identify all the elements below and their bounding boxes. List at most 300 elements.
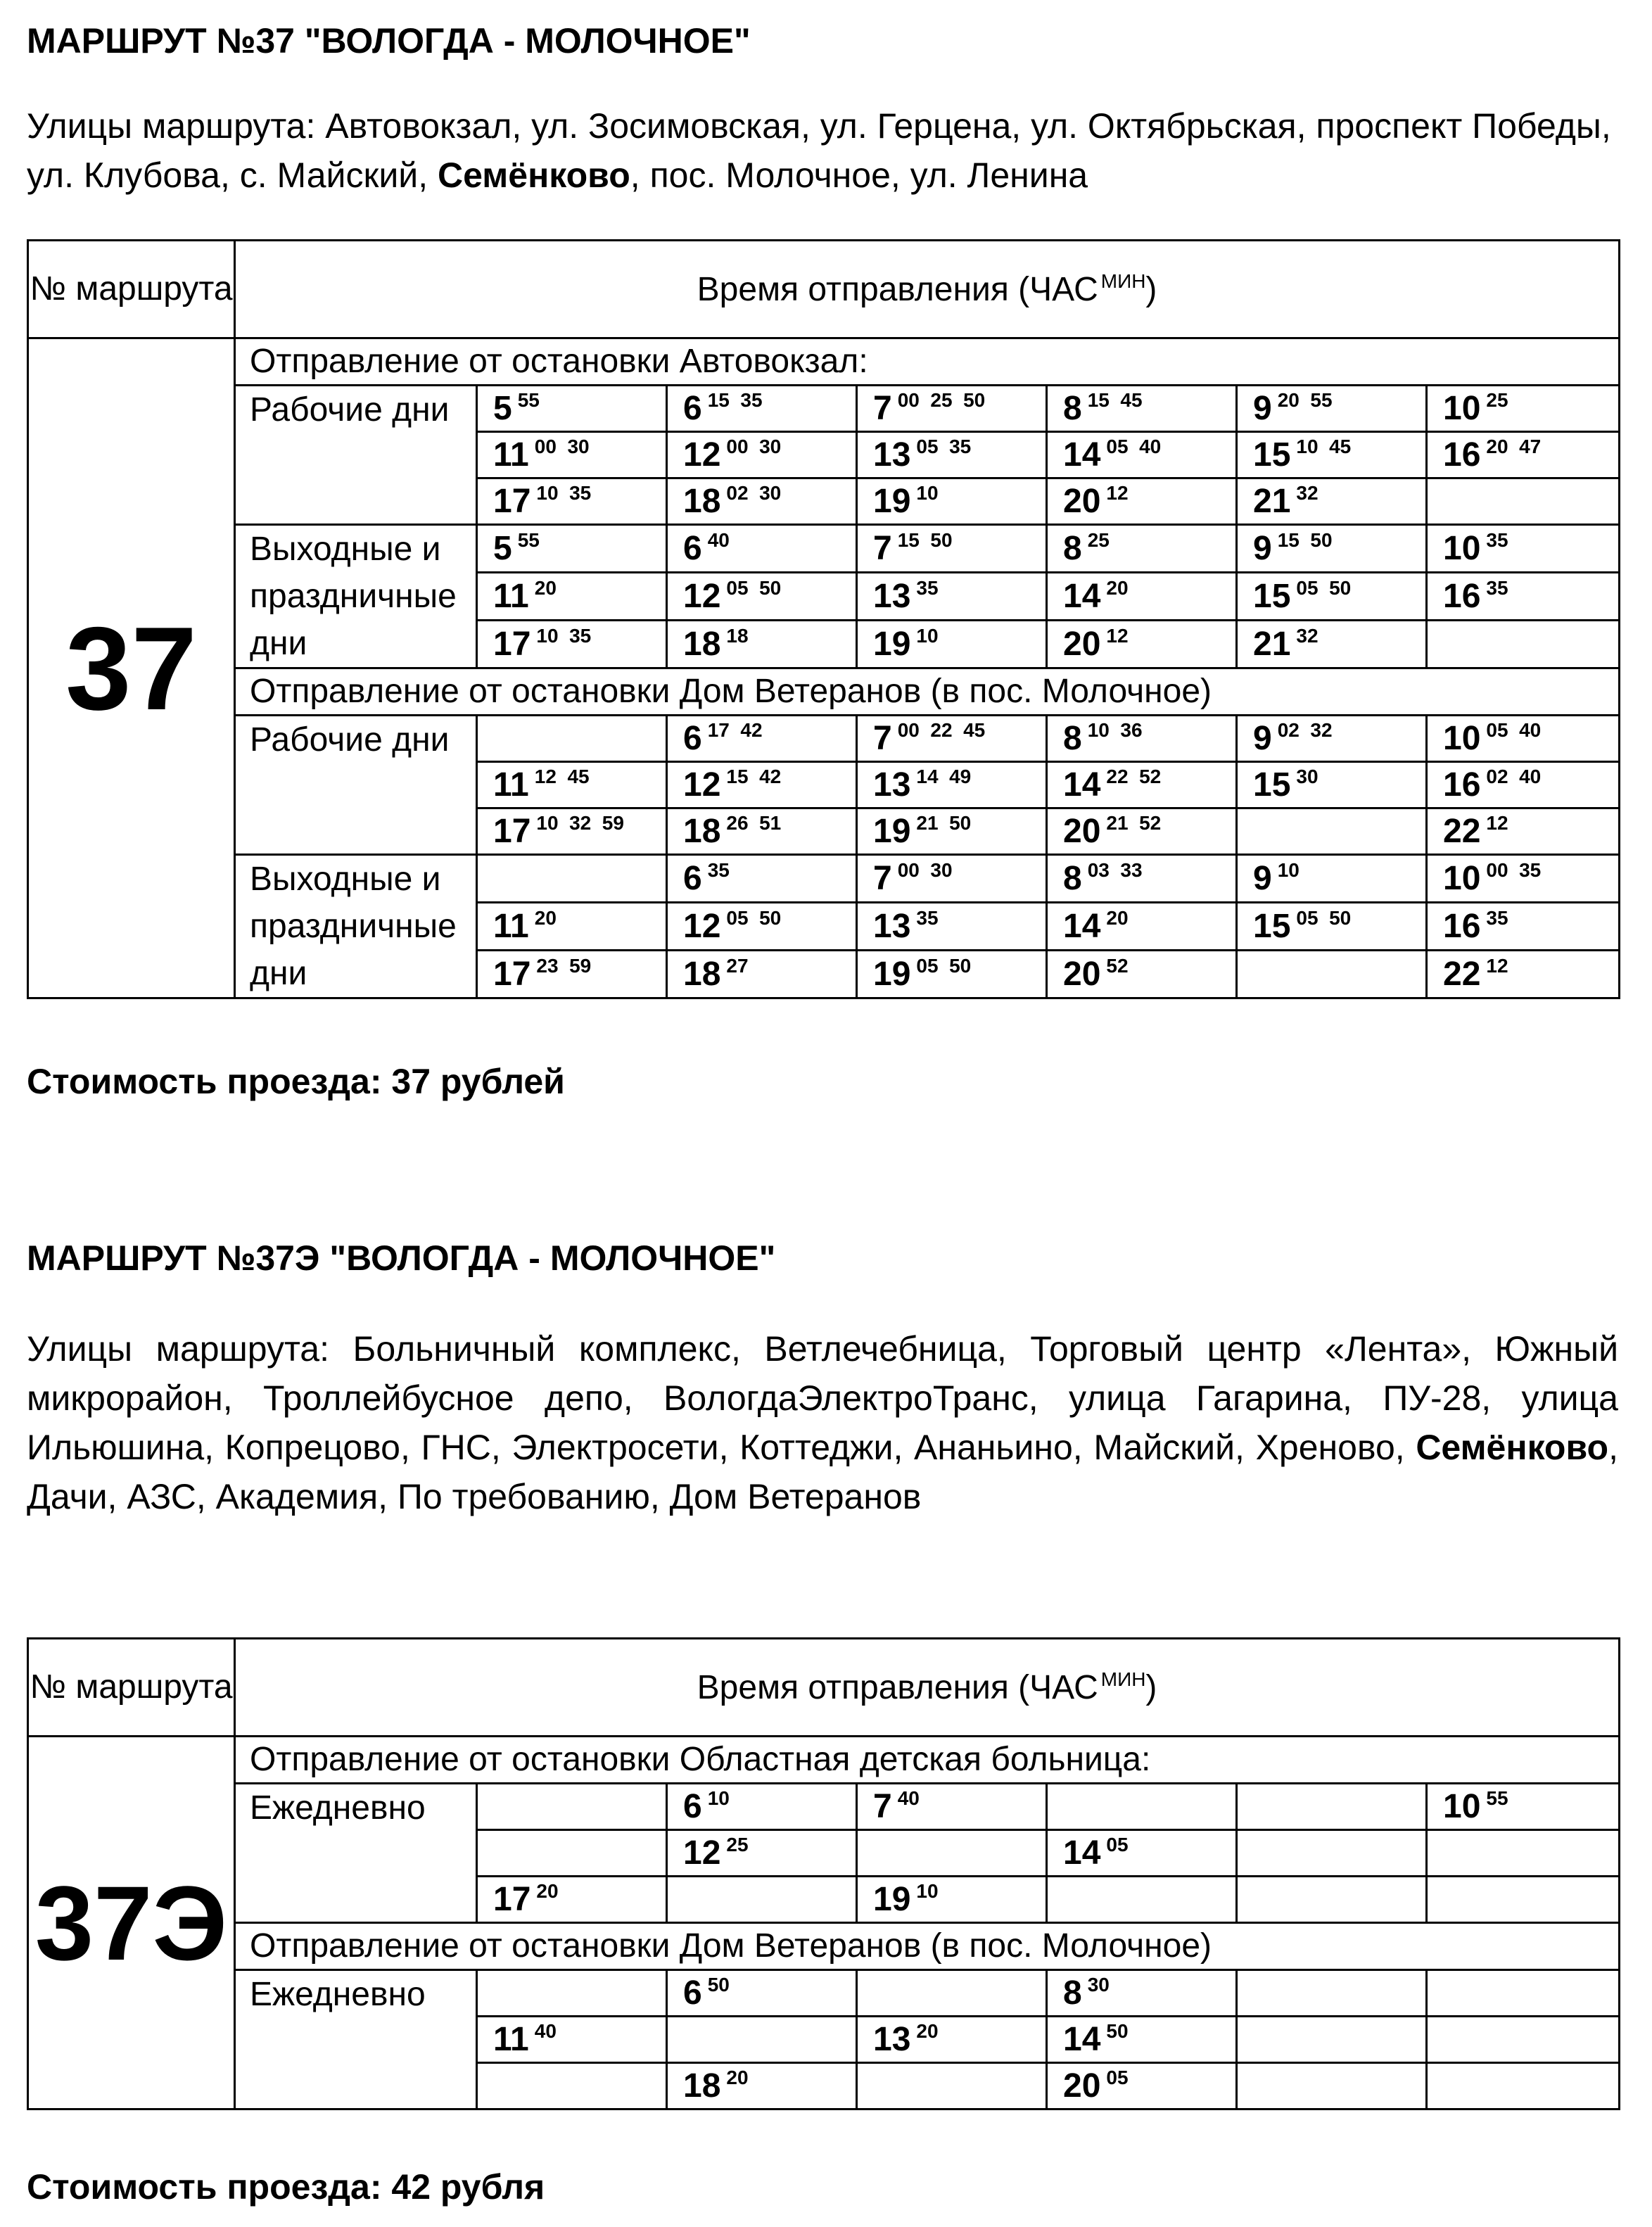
minutes: 30 xyxy=(1296,766,1319,787)
header-time-min: МИН xyxy=(1100,269,1146,292)
minutes: 10 45 xyxy=(1296,436,1352,457)
time-cell xyxy=(857,762,1047,808)
minutes: 40 xyxy=(897,1787,920,1809)
hour: 8 xyxy=(1063,1974,1082,2012)
day-type-label: Рабочие дни xyxy=(235,716,477,855)
minutes: 21 50 xyxy=(916,812,972,834)
hour: 8 xyxy=(1063,390,1082,427)
hour: 15 xyxy=(1253,436,1291,474)
section-label: Отправление от остановки Автовокзал: xyxy=(235,338,1620,386)
minutes: 35 xyxy=(916,907,939,929)
hour: 13 xyxy=(873,436,911,474)
time-cell xyxy=(1047,2063,1237,2109)
hour: 10 xyxy=(1443,860,1481,897)
time-cell xyxy=(857,855,1047,903)
day-type-label: Выходные и праздничные дни xyxy=(235,525,477,668)
table-header-row xyxy=(28,1639,1620,1737)
minutes: 26 51 xyxy=(726,812,782,834)
minutes: 05 50 xyxy=(916,955,972,977)
minutes: 10 xyxy=(916,1880,939,1902)
minutes: 05 50 xyxy=(726,907,782,929)
time-cell xyxy=(1237,2063,1427,2109)
time-cell xyxy=(477,2063,667,2109)
hour: 17 xyxy=(493,956,531,993)
time-cell xyxy=(1427,716,1620,762)
time-cell xyxy=(1237,1784,1427,1830)
time-cell xyxy=(667,1970,857,2017)
minutes: 10 36 xyxy=(1087,719,1143,741)
hour: 11 xyxy=(493,908,529,945)
hour: 9 xyxy=(1253,720,1272,757)
time-cell xyxy=(477,855,667,903)
minutes: 00 30 xyxy=(534,436,590,457)
day-type-label: Рабочие дни xyxy=(235,386,477,525)
route-number-header: № маршрута xyxy=(28,1639,235,1737)
time-cell xyxy=(477,1830,667,1877)
minutes: 12 45 xyxy=(534,766,590,787)
time-cell xyxy=(1427,525,1620,573)
time-cell xyxy=(1237,855,1427,903)
time-cell xyxy=(1047,903,1237,951)
table-row xyxy=(28,525,1620,573)
hour: 17 xyxy=(493,1881,531,1918)
table-row xyxy=(28,1970,1620,2017)
hour: 11 xyxy=(493,766,529,804)
time-cell xyxy=(1427,808,1620,855)
minutes: 35 xyxy=(1486,577,1508,599)
hour: 9 xyxy=(1253,530,1272,567)
route-37-streets xyxy=(27,101,1618,200)
time-cell xyxy=(857,1784,1047,1830)
hour: 20 xyxy=(1063,626,1101,663)
minutes: 10 xyxy=(916,482,939,504)
minutes: 15 42 xyxy=(726,766,782,787)
section-row xyxy=(28,668,1620,716)
streets-bold-stop: Семёнково xyxy=(438,156,630,195)
time-cell xyxy=(1047,386,1237,432)
minutes: 52 xyxy=(1106,955,1129,977)
time-cell xyxy=(1237,951,1427,998)
minutes: 10 xyxy=(916,625,939,647)
minutes: 05 35 xyxy=(916,436,972,457)
minutes: 02 32 xyxy=(1277,719,1333,741)
time-cell xyxy=(667,1784,857,1830)
minutes: 05 xyxy=(1106,1834,1129,1855)
time-cell xyxy=(857,2063,1047,2109)
minutes: 32 xyxy=(1296,482,1319,504)
hour: 6 xyxy=(683,860,702,897)
time-cell xyxy=(1237,716,1427,762)
time-cell xyxy=(1047,1784,1237,1830)
streets-text-end: , Дачи, АЗС, Академия, По требованию, Дом Ветеранов xyxy=(27,1428,1618,1516)
minutes: 10 35 xyxy=(536,625,592,647)
route-number: 37 xyxy=(28,338,235,998)
time-cell xyxy=(667,432,857,478)
time-cell xyxy=(667,525,857,573)
hour: 6 xyxy=(683,1974,702,2012)
section-label: Отправление от остановки Областная детская больница: xyxy=(235,1737,1620,1784)
time-cell xyxy=(1047,762,1237,808)
hour: 18 xyxy=(683,956,721,993)
hour: 19 xyxy=(873,626,911,663)
time-cell xyxy=(1047,1877,1237,1923)
hour: 14 xyxy=(1063,1834,1101,1872)
minutes: 25 xyxy=(726,1834,749,1855)
time-cell xyxy=(667,2063,857,2109)
hour: 13 xyxy=(873,766,911,804)
time-cell xyxy=(857,1970,1047,2017)
hour: 12 xyxy=(683,436,721,474)
minutes: 05 xyxy=(1106,2067,1129,2088)
time-cell xyxy=(1237,762,1427,808)
time-cell xyxy=(1237,808,1427,855)
time-cell xyxy=(1427,2017,1620,2063)
hour: 15 xyxy=(1253,766,1291,804)
departure-time-header xyxy=(235,241,1620,338)
hour: 17 xyxy=(493,626,531,663)
time-cell xyxy=(1237,525,1427,573)
time-cell xyxy=(477,525,667,573)
time-cell xyxy=(1237,573,1427,621)
time-cell xyxy=(1047,716,1237,762)
hour: 11 xyxy=(493,578,529,615)
hour: 9 xyxy=(1253,860,1272,897)
table-header-row xyxy=(28,241,1620,338)
time-cell xyxy=(1047,525,1237,573)
hour: 8 xyxy=(1063,720,1082,757)
time-cell xyxy=(1427,386,1620,432)
hour: 7 xyxy=(873,860,892,897)
section-row xyxy=(28,338,1620,386)
minutes: 12 xyxy=(1486,812,1508,834)
minutes: 02 30 xyxy=(726,482,782,504)
time-cell xyxy=(1237,478,1427,525)
minutes: 10 35 xyxy=(536,482,592,504)
hour: 17 xyxy=(493,483,531,520)
hour: 6 xyxy=(683,1788,702,1825)
minutes: 20 xyxy=(916,2020,939,2042)
hour: 6 xyxy=(683,720,702,757)
hour: 14 xyxy=(1063,436,1101,474)
hour: 14 xyxy=(1063,2021,1101,2058)
section-label: Отправление от остановки Дом Ветеранов (в пос. Молочное) xyxy=(235,1923,1620,1970)
hour: 19 xyxy=(873,1881,911,1918)
hour: 8 xyxy=(1063,860,1082,897)
minutes: 25 xyxy=(1486,389,1508,411)
route-37-title: МАРШРУТ №37 "ВОЛОГДА - МОЛОЧНОЕ" xyxy=(27,21,751,61)
streets-text: Улицы маршрута: Больничный комплекс, Ветлечебница, Торговый центр «Лента», Южный микрорайон, Троллейбусное депо, ВологдаЭлектроТранс, улица Гагарина, ПУ-28, улица Ильюшина, Копрецово, ГНС, Электросети, Коттеджи, Ананьино, Майский, Хреново, xyxy=(27,1329,1618,1467)
minutes: 02 40 xyxy=(1486,766,1542,787)
minutes: 14 49 xyxy=(916,766,972,787)
route-37-fare: Стоимость проезда: 37 рублей xyxy=(27,1062,565,1101)
time-cell xyxy=(857,951,1047,998)
time-cell xyxy=(477,951,667,998)
day-type-label: Ежедневно xyxy=(235,1970,477,2109)
hour: 5 xyxy=(493,530,512,567)
hour: 22 xyxy=(1443,813,1481,850)
header-time-text: Время отправления (ЧАС xyxy=(697,1668,1098,1706)
hour: 18 xyxy=(683,813,721,850)
time-cell xyxy=(667,478,857,525)
minutes: 12 xyxy=(1486,955,1508,977)
hour: 7 xyxy=(873,530,892,567)
header-time-close: ) xyxy=(1145,1668,1157,1706)
hour: 14 xyxy=(1063,578,1101,615)
time-cell xyxy=(477,1784,667,1830)
time-cell xyxy=(1047,1830,1237,1877)
minutes: 25 xyxy=(1087,529,1110,551)
minutes: 05 50 xyxy=(1296,577,1352,599)
time-cell xyxy=(1427,621,1620,668)
time-cell xyxy=(1427,903,1620,951)
hour: 15 xyxy=(1253,908,1291,945)
minutes: 40 xyxy=(707,529,730,551)
time-cell xyxy=(477,478,667,525)
time-cell xyxy=(1047,573,1237,621)
time-cell xyxy=(477,903,667,951)
time-cell xyxy=(1047,478,1237,525)
minutes: 22 52 xyxy=(1106,766,1162,787)
minutes: 50 xyxy=(707,1974,730,1996)
hour: 10 xyxy=(1443,1788,1481,1825)
hour: 12 xyxy=(683,1834,721,1872)
time-cell xyxy=(667,855,857,903)
time-cell xyxy=(857,525,1047,573)
route-37e-streets xyxy=(27,1324,1618,1521)
departure-time-header xyxy=(235,1639,1620,1737)
hour: 19 xyxy=(873,483,911,520)
time-cell xyxy=(667,573,857,621)
time-cell xyxy=(1427,951,1620,998)
route-number-header: № маршрута xyxy=(28,241,235,338)
time-cell xyxy=(477,2017,667,2063)
hour: 11 xyxy=(493,2021,529,2058)
time-cell xyxy=(857,573,1047,621)
minutes: 23 59 xyxy=(536,955,592,977)
minutes: 15 35 xyxy=(707,389,763,411)
route-37e-schedule-table xyxy=(27,1637,1620,2110)
time-cell xyxy=(1047,621,1237,668)
minutes: 55 xyxy=(1486,1787,1508,1809)
minutes: 00 25 50 xyxy=(897,389,986,411)
minutes: 35 xyxy=(1486,529,1508,551)
section-row xyxy=(28,1923,1620,1970)
minutes: 20 55 xyxy=(1277,389,1333,411)
hour: 8 xyxy=(1063,530,1082,567)
minutes: 05 50 xyxy=(726,577,782,599)
time-cell xyxy=(857,903,1047,951)
minutes: 00 30 xyxy=(897,859,953,881)
time-cell xyxy=(477,386,667,432)
minutes: 32 xyxy=(1296,625,1319,647)
time-cell xyxy=(477,432,667,478)
route-number: 37Э xyxy=(28,1737,235,2109)
streets-text: Улицы маршрута: Автовокзал, ул. Зосимовская, ул. Герцена, ул. Октябрьская, проспект Победы, ул. Клубова, с. Майский, xyxy=(27,106,1611,195)
minutes: 05 40 xyxy=(1106,436,1162,457)
time-cell xyxy=(1427,762,1620,808)
hour: 20 xyxy=(1063,483,1101,520)
time-cell xyxy=(1237,2017,1427,2063)
time-cell xyxy=(1237,432,1427,478)
hour: 16 xyxy=(1443,578,1481,615)
time-cell xyxy=(1047,2017,1237,2063)
hour: 12 xyxy=(683,908,721,945)
time-cell xyxy=(1047,951,1237,998)
route-37e-fare: Стоимость проезда: 42 рубля xyxy=(27,2167,545,2207)
table-row xyxy=(28,716,1620,762)
minutes: 50 xyxy=(1106,2020,1129,2042)
hour: 9 xyxy=(1253,390,1272,427)
time-cell xyxy=(477,573,667,621)
time-cell xyxy=(1047,1970,1237,2017)
minutes: 18 xyxy=(726,625,749,647)
time-cell xyxy=(1047,855,1237,903)
hour: 17 xyxy=(493,813,531,850)
time-cell xyxy=(857,478,1047,525)
minutes: 12 xyxy=(1106,625,1129,647)
minutes: 10 xyxy=(707,1787,730,1809)
hour: 19 xyxy=(873,956,911,993)
hour: 19 xyxy=(873,813,911,850)
hour: 10 xyxy=(1443,720,1481,757)
time-cell xyxy=(1427,1784,1620,1830)
time-cell xyxy=(1237,1877,1427,1923)
time-cell xyxy=(1427,855,1620,903)
hour: 5 xyxy=(493,390,512,427)
time-cell xyxy=(857,1830,1047,1877)
time-cell xyxy=(667,2017,857,2063)
time-cell xyxy=(477,1970,667,2017)
time-cell xyxy=(1427,478,1620,525)
minutes: 35 xyxy=(1486,907,1508,929)
minutes: 20 xyxy=(726,2067,749,2088)
section-label: Отправление от остановки Дом Ветеранов (в пос. Молочное) xyxy=(235,668,1620,716)
time-cell xyxy=(667,762,857,808)
hour: 13 xyxy=(873,578,911,615)
minutes: 20 xyxy=(536,1880,559,1902)
hour: 18 xyxy=(683,2067,721,2105)
hour: 10 xyxy=(1443,390,1481,427)
day-type-label: Выходные и праздничные дни xyxy=(235,855,477,998)
minutes: 10 32 59 xyxy=(536,812,624,834)
hour: 20 xyxy=(1063,813,1101,850)
time-cell xyxy=(1427,1830,1620,1877)
hour: 13 xyxy=(873,2021,911,2058)
table-row xyxy=(28,855,1620,903)
minutes: 20 xyxy=(1106,907,1129,929)
time-cell xyxy=(857,808,1047,855)
time-cell xyxy=(667,1877,857,1923)
minutes: 35 xyxy=(916,577,939,599)
day-type-label: Ежедневно xyxy=(235,1784,477,1923)
time-cell xyxy=(1047,808,1237,855)
time-cell xyxy=(667,716,857,762)
streets-bold-stop: Семёнково xyxy=(1416,1428,1609,1467)
minutes: 30 xyxy=(1087,1974,1110,1996)
time-cell xyxy=(1237,621,1427,668)
time-cell xyxy=(477,716,667,762)
hour: 7 xyxy=(873,390,892,427)
hour: 11 xyxy=(493,436,529,474)
hour: 20 xyxy=(1063,2067,1101,2105)
time-cell xyxy=(667,903,857,951)
time-cell xyxy=(1237,386,1427,432)
time-cell xyxy=(857,1877,1047,1923)
time-cell xyxy=(477,808,667,855)
minutes: 55 xyxy=(517,529,540,551)
time-cell xyxy=(1427,432,1620,478)
hour: 20 xyxy=(1063,956,1101,993)
hour: 14 xyxy=(1063,908,1101,945)
time-cell xyxy=(1427,573,1620,621)
hour: 14 xyxy=(1063,766,1101,804)
header-time-min: МИН xyxy=(1100,1668,1146,1690)
minutes: 20 xyxy=(1106,577,1129,599)
minutes: 20 xyxy=(534,907,557,929)
time-cell xyxy=(667,621,857,668)
section-row xyxy=(28,1737,1620,1784)
hour: 18 xyxy=(683,626,721,663)
time-cell xyxy=(1237,903,1427,951)
hour: 16 xyxy=(1443,436,1481,474)
time-cell xyxy=(477,1877,667,1923)
minutes: 10 xyxy=(1277,859,1300,881)
hour: 7 xyxy=(873,720,892,757)
time-cell xyxy=(857,432,1047,478)
minutes: 17 42 xyxy=(707,719,763,741)
time-cell xyxy=(667,808,857,855)
route-37e-title: МАРШРУТ №37Э "ВОЛОГДА - МОЛОЧНОЕ" xyxy=(27,1238,776,1278)
time-cell xyxy=(667,951,857,998)
hour: 6 xyxy=(683,390,702,427)
minutes: 55 xyxy=(517,389,540,411)
minutes: 12 xyxy=(1106,482,1129,504)
minutes: 00 35 xyxy=(1486,859,1542,881)
minutes: 20 47 xyxy=(1486,436,1542,457)
time-cell xyxy=(477,621,667,668)
hour: 16 xyxy=(1443,908,1481,945)
time-cell xyxy=(477,762,667,808)
hour: 7 xyxy=(873,1788,892,1825)
time-cell xyxy=(857,621,1047,668)
minutes: 05 50 xyxy=(1296,907,1352,929)
hour: 18 xyxy=(683,483,721,520)
time-cell xyxy=(1237,1830,1427,1877)
hour: 13 xyxy=(873,908,911,945)
time-cell xyxy=(1427,2063,1620,2109)
time-cell xyxy=(1427,1877,1620,1923)
time-cell xyxy=(857,386,1047,432)
hour: 15 xyxy=(1253,578,1291,615)
time-cell xyxy=(667,1830,857,1877)
minutes: 03 33 xyxy=(1087,859,1143,881)
hour: 22 xyxy=(1443,956,1481,993)
minutes: 35 xyxy=(707,859,730,881)
minutes: 20 xyxy=(534,577,557,599)
streets-text-end: , пос. Молочное, ул. Ленина xyxy=(630,156,1088,195)
hour: 16 xyxy=(1443,766,1481,804)
header-time-close: ) xyxy=(1145,270,1157,308)
route-37-schedule-table xyxy=(27,239,1620,999)
time-cell xyxy=(1047,432,1237,478)
hour: 6 xyxy=(683,530,702,567)
header-time-text: Время отправления (ЧАС xyxy=(697,270,1098,308)
table-row xyxy=(28,1784,1620,1830)
hour: 21 xyxy=(1253,483,1291,520)
minutes: 27 xyxy=(726,955,749,977)
table-row xyxy=(28,386,1620,432)
minutes: 21 52 xyxy=(1106,812,1162,834)
